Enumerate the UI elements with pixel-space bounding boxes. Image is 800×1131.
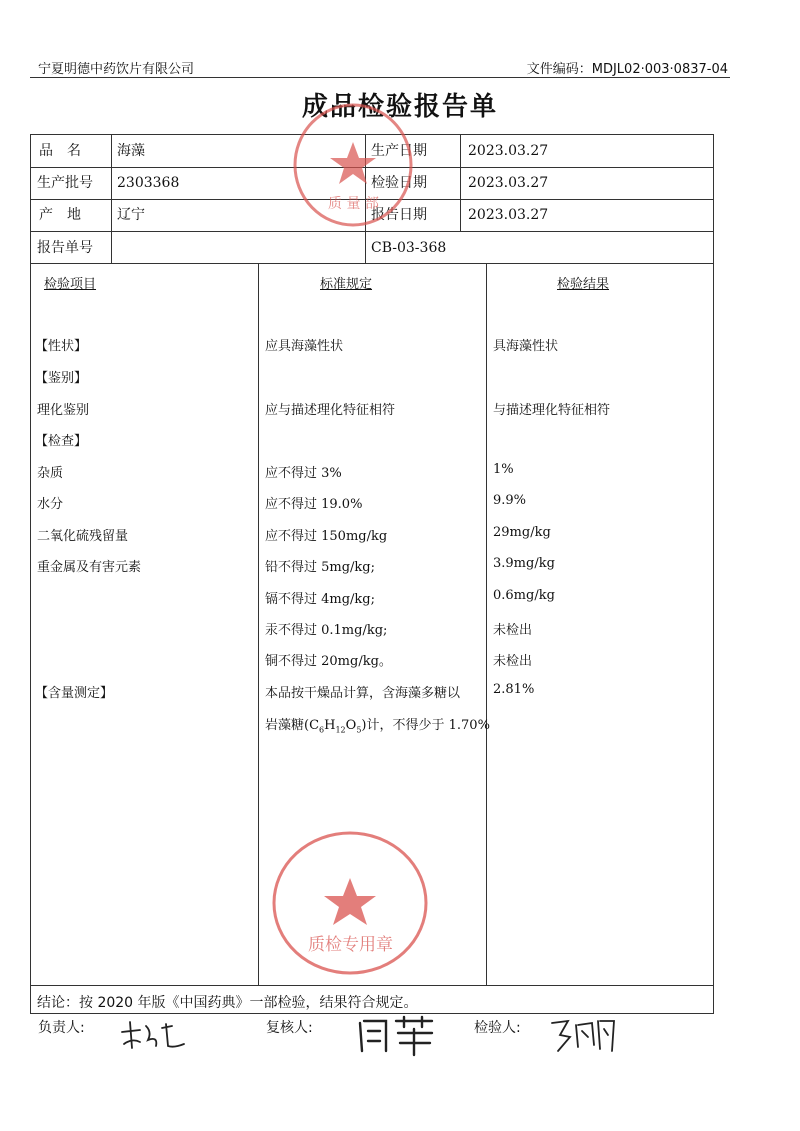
result-physchem-id: 与描述理化特征相符 <box>493 403 611 418</box>
prod-date-label: 生产日期 <box>371 143 427 159</box>
prod-date-value: 2023.03.27 <box>468 143 549 159</box>
conclusion: 结论：按 2020 年版《中国药典》一部检验，结果符合规定。 <box>37 995 418 1011</box>
responsible-signature <box>118 1018 188 1054</box>
test-date-label: 检验日期 <box>371 175 427 191</box>
std-mercury: 汞不得过 0.1mg/kg; <box>265 623 388 638</box>
qc-seal-stamp <box>268 828 433 978</box>
item-character: 【性状】 <box>35 339 88 354</box>
result-copper: 未检出 <box>493 654 533 669</box>
col-divider <box>258 263 259 985</box>
item-assay: 【含量测定】 <box>35 686 114 701</box>
item-so2: 二氧化硫残留量 <box>37 529 129 544</box>
item-inspection: 【检查】 <box>35 434 88 449</box>
item-physchem-id: 理化鉴别 <box>37 403 90 418</box>
result-mercury: 未检出 <box>493 623 533 638</box>
star-icon <box>330 142 376 184</box>
std-assay-line1: 本品按干燥品计算，含海藻多糖以 <box>265 686 461 701</box>
row-divider <box>31 263 713 264</box>
report-no-value: CB-03-368 <box>371 240 447 256</box>
reviewer-label: 复核人: <box>266 1020 313 1036</box>
page-title: 成品检验报告单 <box>301 92 498 122</box>
std-assay-line2: 岩藻糖$(C_6H_{12}O_5)$计，不得少于 1.70% <box>265 718 490 735</box>
report-date-value: 2023.03.27 <box>468 207 549 223</box>
report-date-label: 报告日期 <box>371 207 427 223</box>
col-divider <box>460 135 461 231</box>
name-value: 海藻 <box>117 143 145 159</box>
row-divider <box>31 231 713 232</box>
batch-value: 2303368 <box>117 175 180 191</box>
document-code: 文件编码：MDJL02·003·0837-04 <box>526 62 728 77</box>
result-moisture: 9.9% <box>493 493 527 508</box>
result-cadmium: 0.6mg/kg <box>493 588 555 603</box>
result-lead: 3.9mg/kg <box>493 556 555 571</box>
header-divider <box>30 77 730 78</box>
std-physchem-id: 应与描述理化特征相符 <box>265 403 396 418</box>
svg-text:质检专用章: 质检专用章 <box>308 935 393 955</box>
item-moisture: 水分 <box>37 497 64 512</box>
name-label: 品 名 <box>39 143 81 159</box>
svg-text:质 量 部: 质 量 部 <box>328 196 379 212</box>
inspector-signature <box>548 1015 618 1055</box>
std-character: 应具海藻性状 <box>265 339 344 354</box>
std-so2: 应不得过 150mg/kg <box>265 529 388 544</box>
result-impurity: 1% <box>493 462 514 477</box>
result-assay: 2.81% <box>493 682 535 697</box>
company-name: 宁夏明德中药饮片有限公司 <box>38 62 195 77</box>
origin-value: 辽宁 <box>117 207 145 223</box>
origin-label: 产 地 <box>39 207 81 223</box>
item-identification: 【鉴别】 <box>35 371 88 386</box>
col-head-item: 检验项目 <box>44 277 97 292</box>
test-date-value: 2023.03.27 <box>468 175 549 191</box>
star-icon <box>324 878 376 925</box>
inspector-label: 检验人: <box>474 1020 521 1036</box>
std-moisture: 应不得过 19.0% <box>265 497 363 512</box>
result-so2: 29mg/kg <box>493 525 551 540</box>
responsible-label: 负责人: <box>38 1020 85 1036</box>
batch-label: 生产批号 <box>37 175 93 191</box>
col-divider <box>486 263 487 985</box>
result-character: 具海藻性状 <box>493 339 559 354</box>
report-no-label: 报告单号 <box>37 240 93 256</box>
item-heavy-metals: 重金属及有害元素 <box>37 560 142 575</box>
reviewer-signature <box>356 1015 436 1057</box>
std-impurity: 应不得过 3% <box>265 466 342 481</box>
std-copper: 铜不得过 20mg/kg。 <box>265 654 392 669</box>
row-divider <box>31 985 713 986</box>
col-head-standard: 标准规定 <box>320 277 373 292</box>
quality-dept-stamp <box>288 100 418 230</box>
col-divider <box>111 135 112 263</box>
col-head-result: 检验结果 <box>557 277 610 292</box>
std-lead: 铅不得过 5mg/kg; <box>265 560 376 575</box>
item-impurity: 杂质 <box>37 466 64 481</box>
std-cadmium: 镉不得过 4mg/kg; <box>265 592 376 607</box>
